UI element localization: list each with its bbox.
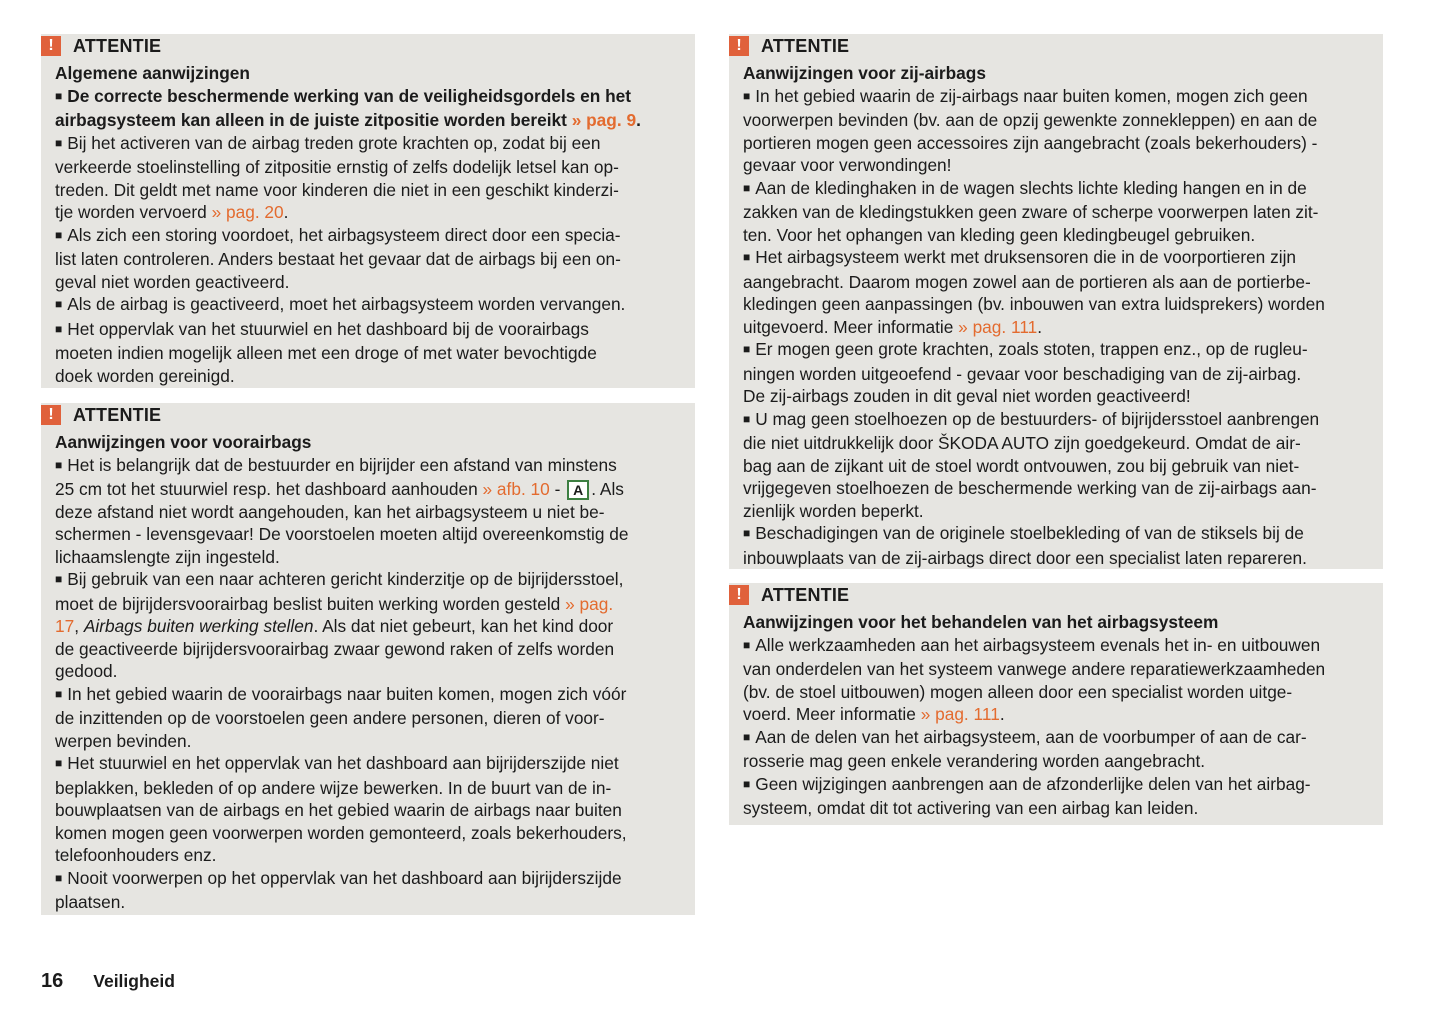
page-reference-link[interactable]: » pag.	[565, 593, 614, 614]
text-line: gevaar voor verwondingen!	[743, 155, 952, 175]
text-line: ■ De correcte beschermende werking van de veiligheidsgordels en het	[55, 85, 632, 106]
text-line: ■ Aan de delen van het airbagsysteem, aan de voorbumper of aan de car-	[743, 726, 1307, 747]
text-line: ■ In het gebied waarin de zij-airbags naar buiten komen, mogen zich geen	[743, 85, 1308, 106]
text-line: ■ Geen wijzigingen aanbrengen aan de afzonderlijke delen van het airbag-	[743, 773, 1311, 794]
text-line: De zij-airbags zouden in dit geval niet worden geactiveerd!	[743, 386, 1191, 406]
text-line: moet de bijrijdersvoorairbag beslist buiten werking worden gesteld » pag.	[55, 593, 614, 614]
text-line: ■ Het is belangrijk dat de bestuurder en bijrijder een afstand van minstens	[55, 454, 617, 475]
text-line: ■ Bij het activeren van de airbag treden grote krachten op, zodat bij een	[55, 132, 601, 153]
text-line: treden. Dit geldt met name voor kinderen die niet in een geschikt kinderzi-	[55, 179, 619, 200]
text-line: geval niet worden geactiveerd.	[55, 271, 290, 292]
text-line: ■ Er mogen geen grote krachten, zoals stoten, trappen enz., op de rugleu-	[743, 339, 1308, 359]
text-line: ■ Het airbagsysteem werkt met druksensoren die in de voorportieren zijn	[743, 247, 1297, 267]
text-line: deze afstand niet wordt aangehouden, kan het airbagsysteem u niet be-	[55, 501, 605, 522]
warning-subtitle: Aanwijzingen voor zij-airbags	[743, 63, 986, 83]
text-line: airbagsysteem kan alleen in de juiste zitpositie worden bereikt » pag. 9.	[55, 110, 641, 130]
warning-title: ATTENTIE	[761, 35, 850, 56]
warning-subtitle: Aanwijzingen voor het behandelen van het airbagsysteem	[743, 612, 1219, 632]
text-line: verkeerde stoelinstelling of zitpositie ernstig of zelfs dodelijk letsel kan op-	[55, 157, 619, 177]
text-line: zienlijk worden beperkt.	[743, 500, 924, 521]
figure-reference-link[interactable]: » afb. 10	[482, 479, 550, 499]
text-line: ■ Aan de kledinghaken in de wagen slechts lichte kleding hangen en in de	[743, 177, 1307, 198]
text-line: telefoonhouders enz.	[55, 845, 217, 865]
text-line: aangebracht. Daarom mogen zowel aan de portieren als aan de portierbe-	[743, 271, 1311, 292]
text-line: schermen - levensgevaar! De voorstoelen moeten altijd overeenkomstig de	[55, 524, 629, 544]
page-reference-link[interactable]: » pag. 111	[958, 316, 1038, 337]
text-line: beplakken, bekleden of op andere wijze bewerken. In de buurt van de in-	[55, 777, 612, 798]
figure-label-a: A	[567, 480, 589, 500]
text-line: ningen worden uitgeoefend - gevaar voor beschadiging van de zij-airbag.	[743, 363, 1302, 384]
text-line: list laten controleren. Anders bestaat het gevaar dat de airbags bij een on-	[55, 249, 621, 269]
warning-box-airbag-handling	[729, 583, 1383, 825]
text-line: 25 cm tot het stuurwiel resp. het dashboard aanhouden » afb. 10 - A . Als	[55, 479, 624, 499]
bullet-icon: ■	[743, 180, 751, 195]
bullet-icon: ■	[55, 686, 63, 701]
text-line: vrijgegeven stoelhoezen de beschermende werking van de zij-airbags aan-	[743, 478, 1317, 498]
text-line: ■ Als de airbag is geactiveerd, moet het airbagsysteem worden vervangen.	[55, 294, 626, 314]
text-line: ■ In het gebied waarin de voorairbags naar buiten komen, mogen zich vóór	[55, 683, 627, 704]
text-line: ■ Het oppervlak van het stuurwiel en het dashboard bij de voorairbags	[55, 318, 589, 339]
text-line: (bv. de stoel uitbouwen) mogen alleen door een specialist worden uitge-	[743, 681, 1293, 702]
warning-subtitle: Aanwijzingen voor voorairbags	[55, 432, 312, 452]
page-footer	[41, 970, 175, 993]
text-line: ■ Als zich een storing voordoet, het airbagsysteem direct door een specia-	[55, 224, 621, 245]
section-title-reference: Airbags buiten werking stellen	[83, 616, 314, 636]
warning-box-side-airbags	[729, 34, 1383, 569]
text-line: kledingen geen aanpassingen (bv. inbouwen van extra luidsprekers) worden	[743, 294, 1325, 314]
page-number: 16	[41, 970, 64, 992]
text-line: uitgevoerd. Meer informatie » pag. 111.	[743, 316, 1043, 337]
text-line: ten. Voor het ophangen van kleding geen kledingbeugel gebruiken.	[743, 224, 1256, 245]
bullet-icon: ■	[55, 88, 63, 103]
text-line: voerd. Meer informatie » pag. 111.	[743, 704, 1005, 724]
text-line: rosserie mag geen enkele verandering worden aangebracht.	[743, 751, 1206, 771]
bullet-icon: ■	[743, 526, 751, 540]
text-line: ■ Nooit voorwerpen op het oppervlak van het dashboard aan bijrijderszijde	[55, 867, 622, 888]
text-line: portieren mogen geen accessoires zijn aangebracht (zoals bekerhouders) -	[743, 132, 1318, 153]
warning-title: ATTENTIE	[73, 35, 162, 56]
warning-header	[729, 583, 1383, 607]
text-line: ■ Bij gebruik van een naar achteren gericht kinderzitje op de bijrijdersstoel,	[55, 569, 624, 589]
warning-box-general	[41, 34, 695, 388]
text-line: ■ Alle werkzaamheden aan het airbagsysteem evenals het in- en uitbouwen	[743, 634, 1321, 655]
text-line: lichaamslengte zijn ingesteld.	[55, 546, 280, 567]
bullet-icon: ■	[55, 135, 63, 150]
bullet-icon: ■	[743, 411, 751, 426]
text-line: gedood.	[55, 661, 118, 681]
page-reference-link[interactable]: » pag. 20	[211, 202, 284, 222]
bullet-icon: ■	[55, 572, 63, 586]
text-line: ■ Het stuurwiel en het oppervlak van het dashboard aan bijrijderszijde niet	[55, 753, 619, 773]
warning-icon: !	[729, 585, 749, 605]
bullet-icon: ■	[55, 870, 63, 885]
text-line: werpen bevinden.	[55, 730, 192, 751]
bullet-icon: ■	[55, 756, 63, 770]
text-line: systeem, omdat dit tot activering van een airbag kan leiden.	[743, 798, 1199, 818]
text-line: moeten indien mogelijk alleen met een droge of met water bevochtigde	[55, 343, 597, 363]
text-line: komen mogen geen voorwerpen worden gemonteerd, zoals bekerhouders,	[55, 822, 627, 843]
warning-title: ATTENTIE	[761, 584, 850, 605]
text-line: bag aan de zijkant uit de stoel wordt ontvouwen, zou bij gebruik van niet-	[743, 455, 1300, 476]
bullet-icon: ■	[743, 776, 751, 791]
text-line: de inzittenden op de voorstoelen geen andere personen, dieren of voor-	[55, 708, 605, 728]
page-reference-link[interactable]: » pag. 9	[571, 110, 637, 130]
warning-subtitle: Algemene aanwijzingen	[55, 63, 250, 83]
text-line: die niet uitdrukkelijk door ŠKODA AUTO zijn goedgekeurd. Omdat de air-	[743, 433, 1301, 453]
text-line: ■ Beschadigingen van de originele stoelbekleding of van de stiksels bij de	[743, 523, 1304, 543]
text-line: bouwplaatsen van de airbags en het gebied waarin de airbags naar buiten	[55, 800, 622, 820]
warning-box-front-airbags	[41, 403, 695, 915]
warning-header	[729, 34, 1383, 58]
warning-title: ATTENTIE	[73, 404, 162, 425]
text-line: zakken van de kledingstukken geen zware of scherpe voorwerpen laten zit-	[743, 202, 1319, 222]
warning-icon: !	[729, 36, 749, 56]
text-line: plaatsen.	[55, 892, 126, 912]
page-reference-link[interactable]: 17	[55, 616, 75, 636]
text-line: ■ U mag geen stoelhoezen op de bestuurders- of bijrijdersstoel aanbrengen	[743, 408, 1320, 429]
text-line: doek worden gereinigd.	[55, 365, 235, 386]
text-line: voorwerpen bevinden (bv. aan de opzij gewenkte zonnekleppen) en aan de	[743, 110, 1318, 130]
page-reference-link[interactable]: » pag. 111	[920, 704, 1000, 724]
warning-header	[41, 403, 695, 427]
text-line: 17, Airbags buiten werking stellen. Als dat niet gebeurt, kan het kind door	[55, 616, 614, 636]
bullet-icon: ■	[743, 88, 751, 103]
warning-icon: !	[41, 36, 61, 56]
bullet-icon: ■	[55, 457, 63, 472]
text-line: de geactiveerde bijrijdersvoorairbag zwaar gewond raken of zelfs worden	[55, 638, 615, 659]
bullet-icon: ■	[743, 342, 751, 356]
bullet-icon: ■	[743, 729, 751, 744]
text-line: van onderdelen van het systeem vanwege andere reparatiewerkzaamheden	[743, 659, 1326, 679]
bullet-icon: ■	[55, 321, 63, 336]
bullet-icon: ■	[743, 250, 751, 264]
bullet-icon: ■	[743, 637, 751, 652]
section-name: Veiligheid	[93, 971, 175, 991]
bullet-icon: ■	[55, 297, 63, 311]
text-line: inbouwplaats van de zij-airbags direct door een specialist laten repareren.	[743, 547, 1307, 568]
warning-header	[41, 34, 695, 58]
text-line: tje worden vervoerd » pag. 20.	[55, 202, 289, 222]
bullet-icon: ■	[55, 227, 63, 242]
warning-icon: !	[41, 405, 61, 425]
